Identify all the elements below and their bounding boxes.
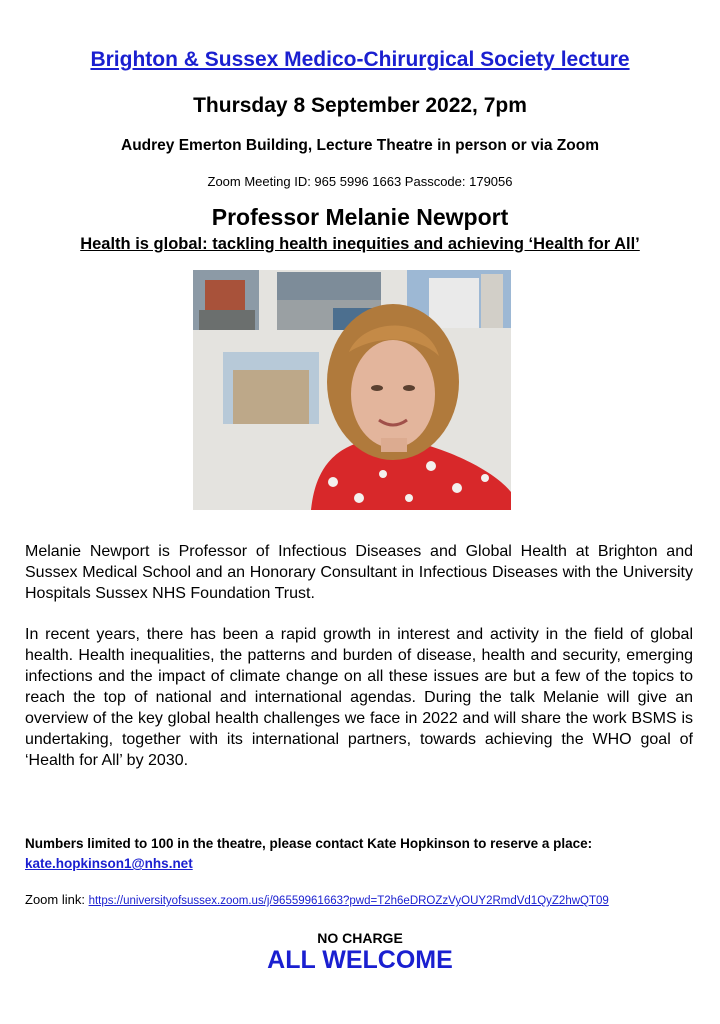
- all-welcome: ALL WELCOME: [267, 946, 453, 974]
- zoom-meeting-details: Zoom Meeting ID: 965 5996 1663 Passcode: 179056: [207, 174, 513, 189]
- society-title: Brighton & Sussex Medico-Chirurgical Society lecture: [90, 48, 630, 71]
- zoom-url-link[interactable]: https://universityofsussex.zoom.us/j/96559961663?pwd=T2h6eDROZzVyOUY2RmdVd1QyZ2hwQT09: [88, 895, 609, 907]
- contact-email-link[interactable]: kate.hopkinson1@nhs.net: [25, 856, 193, 871]
- booking-text: Numbers limited to 100 in the theatre, please contact Kate Hopkinson to reserve a place:: [25, 836, 593, 851]
- talk-title: Health is global: tackling health inequities and achieving ‘Health for All’: [80, 235, 640, 253]
- booking-info: [25, 834, 695, 874]
- zoom-link-row: [25, 892, 609, 907]
- speaker-name: Professor Melanie Newport: [211, 204, 509, 230]
- speaker-photo: [193, 270, 511, 510]
- venue: Audrey Emerton Building, Lecture Theatre in person or via Zoom: [121, 137, 599, 154]
- event-date: Thursday 8 September 2022, 7pm: [193, 94, 527, 117]
- zoom-link-label: Zoom link:: [25, 892, 89, 907]
- speaker-bio: Melanie Newport is Professor of Infectious Diseases and Global Health at Brighton and Sussex Medical School and an Honorary Consultant in Infectious Diseases with the University Hospitals Sussex NHS Foundation Trust.: [25, 543, 693, 602]
- no-charge: NO CHARGE: [317, 930, 403, 946]
- talk-abstract: In recent years, there has been a rapid growth in interest and activity in the field of global health. Health inequalities, the patterns and burden of disease, health and security, emerging infections and the impact of climate change on all these issues are but a few of the topics to reach the top of national and international agendas. During the talk Melanie will give an overview of the key global health challenges we face in 2022 and will share the work BSMS is undertaking, together with its international partners, towards achieving the WHO goal of ‘Health for All’ by 2030.: [25, 626, 693, 769]
